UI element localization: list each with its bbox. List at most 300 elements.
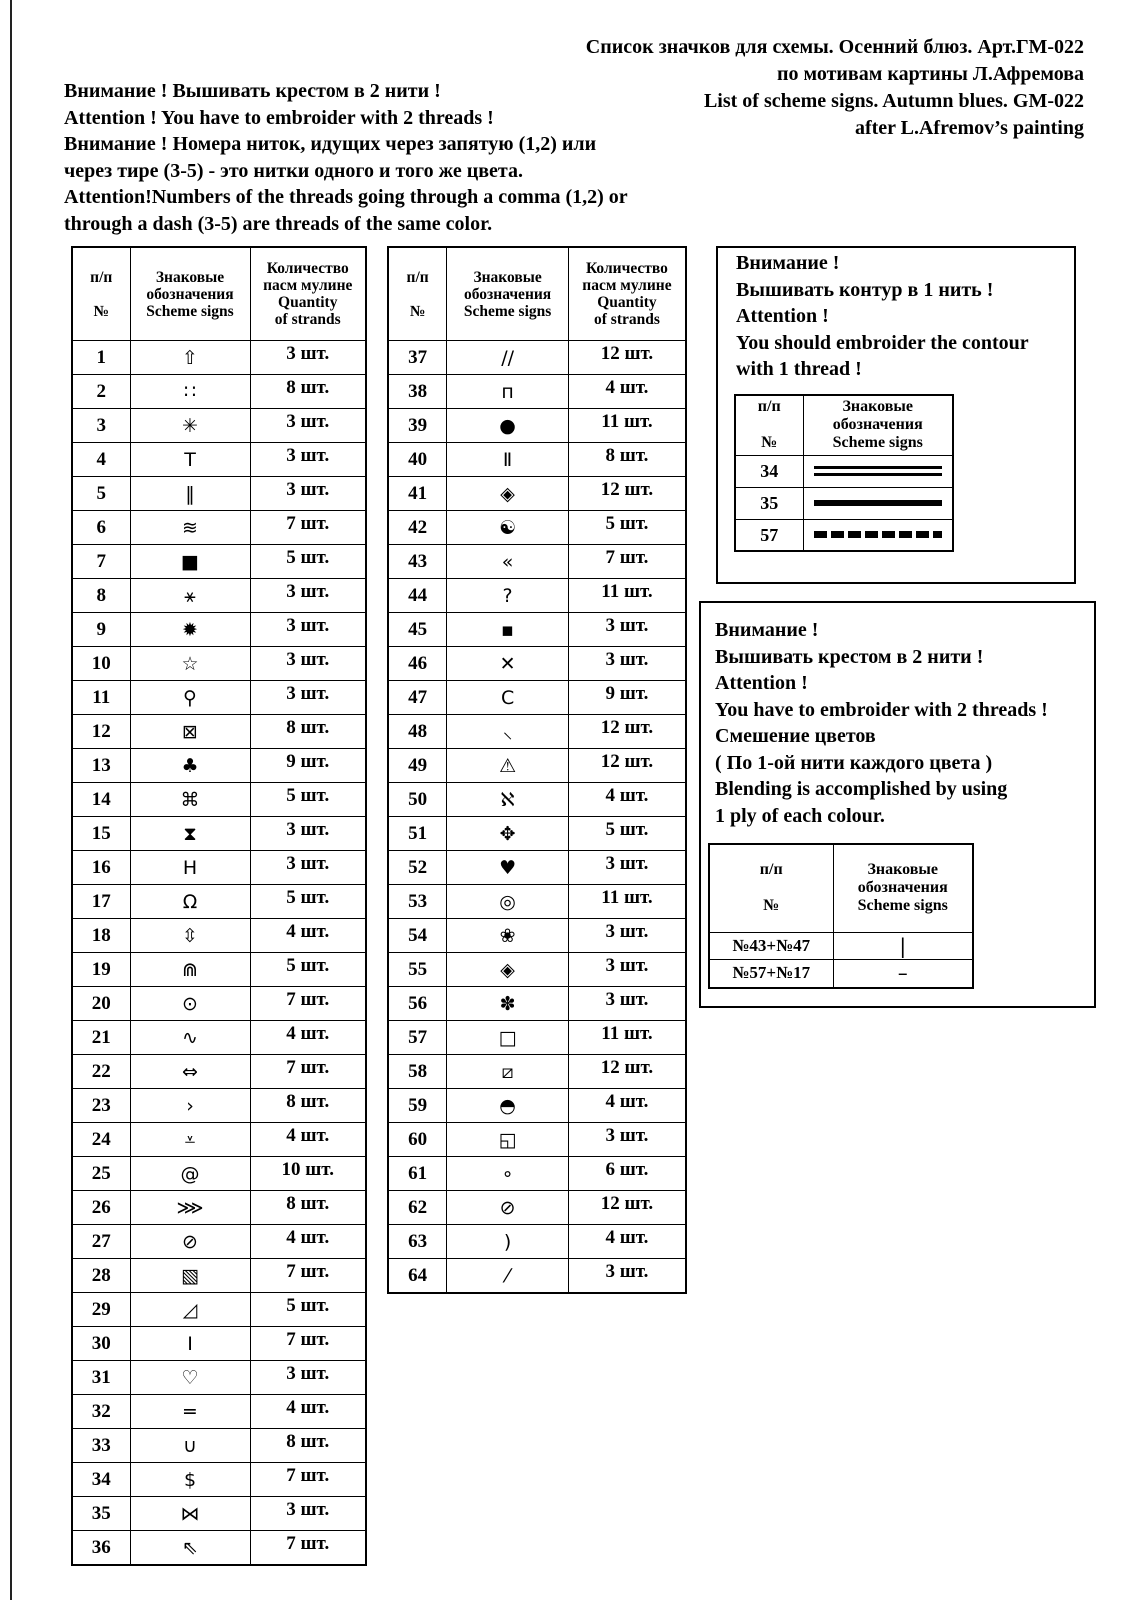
row-number: 34 — [72, 1463, 130, 1497]
scheme-sign: $ — [130, 1463, 250, 1497]
notice-line: Смешение цветов — [715, 725, 876, 747]
scheme-sign: ❀ — [447, 919, 569, 953]
table-row — [72, 953, 366, 987]
dashed-line-sign — [803, 519, 953, 551]
row-number: 12 — [72, 715, 130, 749]
table-row — [388, 1259, 686, 1294]
warning-line: Attention!Numbers of the threads going through a comma (1,2) or — [64, 186, 628, 208]
table-row — [72, 1463, 366, 1497]
header-quantity: Количество пасм мулине Quantity of strands — [250, 247, 366, 341]
scheme-sign: I — [130, 1327, 250, 1361]
scheme-sign: ⩡ — [130, 1123, 250, 1157]
header-quantity: Количество пасм мулине Quantity of strands — [568, 247, 686, 341]
row-number: 8 — [72, 579, 130, 613]
scheme-sign: ⊘ — [130, 1225, 250, 1259]
strand-quantity: 3 шт. — [250, 443, 366, 477]
strand-quantity: 3 шт. — [250, 647, 366, 681]
strand-quantity: 11 шт. — [568, 409, 686, 443]
strand-quantity: 9 шт. — [250, 749, 366, 783]
scheme-sign: ■ — [130, 545, 250, 579]
scheme-sign: ◈ — [447, 953, 569, 987]
strand-quantity: 7 шт. — [250, 987, 366, 1021]
table-row — [72, 851, 366, 885]
scheme-sign: С — [447, 681, 569, 715]
table-row — [72, 1531, 366, 1566]
row-number: 49 — [388, 749, 447, 783]
table-row — [72, 1055, 366, 1089]
row-number: 1 — [72, 341, 130, 375]
scheme-sign: ◱ — [447, 1123, 569, 1157]
notice-line: Вышивать крестом в 2 нити ! — [715, 645, 984, 668]
scheme-sign: ⇖ — [130, 1531, 250, 1566]
row-number: 43 — [388, 545, 447, 579]
scheme-sign: ∷ — [130, 375, 250, 409]
contour-signs-table — [734, 394, 954, 552]
scheme-sign: ● — [447, 409, 569, 443]
row-number: 64 — [388, 1259, 447, 1294]
strand-quantity: 4 шт. — [250, 919, 366, 953]
scheme-sign: ⋈ — [130, 1497, 250, 1531]
row-number: 22 — [72, 1055, 130, 1089]
strand-quantity: 6 шт. — [568, 1157, 686, 1191]
row-number: 45 — [388, 613, 447, 647]
table-row — [72, 1089, 366, 1123]
header-number: п/п № — [388, 247, 447, 341]
scheme-sign: ☯ — [447, 511, 569, 545]
strand-quantity: 3 шт. — [250, 409, 366, 443]
strand-quantity: 3 шт. — [250, 613, 366, 647]
row-number: 13 — [72, 749, 130, 783]
notice-line: Вышивать контур в 1 нить ! — [736, 278, 994, 301]
scheme-sign: // — [447, 341, 569, 375]
table-row — [388, 681, 686, 715]
table-row — [72, 715, 366, 749]
strand-quantity: 4 шт. — [568, 375, 686, 409]
strand-quantity: 8 шт. — [568, 443, 686, 477]
notice-line: with 1 thread ! — [736, 358, 862, 380]
row-number: 61 — [388, 1157, 447, 1191]
notice-line: Attention ! — [715, 672, 808, 694]
contour-row-number: 34 — [735, 455, 803, 487]
notice-line: Attention ! — [736, 305, 829, 327]
row-number: 3 — [72, 409, 130, 443]
row-number: 59 — [388, 1089, 447, 1123]
table-row — [72, 1021, 366, 1055]
table-row — [388, 579, 686, 613]
strand-quantity: 11 шт. — [568, 885, 686, 919]
row-number: 62 — [388, 1191, 447, 1225]
strand-quantity: 5 шт. — [250, 885, 366, 919]
row-number: 20 — [72, 987, 130, 1021]
row-number: 35 — [72, 1497, 130, 1531]
scheme-sign: п — [447, 375, 569, 409]
scheme-sign: ◈ — [447, 477, 569, 511]
strand-quantity: 7 шт. — [250, 1259, 366, 1293]
strand-quantity: 8 шт. — [250, 375, 366, 409]
strand-quantity: 5 шт. — [250, 953, 366, 987]
blend-row-sign: | — [833, 932, 973, 960]
strand-quantity: 9 шт. — [568, 681, 686, 715]
row-number: 46 — [388, 647, 447, 681]
scheme-sign: ⋒ — [130, 953, 250, 987]
table-row — [72, 511, 366, 545]
scheme-sign: ‖ — [130, 477, 250, 511]
strand-quantity: 4 шт. — [568, 1225, 686, 1259]
row-number: 47 — [388, 681, 447, 715]
strand-quantity: 12 шт. — [568, 477, 686, 511]
blend-signs-table — [708, 843, 974, 989]
header-number: п/п № — [72, 247, 130, 341]
row-number: 17 — [72, 885, 130, 919]
table-row — [388, 375, 686, 409]
warning-line: через тире (3-5) - это нитки одного и того же цвета. — [64, 159, 524, 182]
scheme-sign: T — [130, 443, 250, 477]
scheme-sign: › — [130, 1089, 250, 1123]
scheme-sign: ⋙ — [130, 1191, 250, 1225]
table-row — [72, 1429, 366, 1463]
strand-quantity: 11 шт. — [568, 579, 686, 613]
scheme-sign: ∿ — [130, 1021, 250, 1055]
signs-table-1 — [71, 246, 367, 1566]
table-row — [388, 953, 686, 987]
scheme-sign: □ — [447, 1021, 569, 1055]
table-row — [72, 919, 366, 953]
contour-row-number: 57 — [735, 519, 803, 551]
blend-notice-box — [699, 601, 1096, 1008]
table-row — [72, 375, 366, 409]
warning-line: Внимание ! Вышивать крестом в 2 нити ! — [64, 80, 441, 102]
strand-quantity: 12 шт. — [568, 715, 686, 749]
notice-line: You have to embroider with 2 threads ! — [715, 698, 1048, 721]
strand-quantity: 4 шт. — [250, 1123, 366, 1157]
table-row — [388, 511, 686, 545]
warnings-block — [64, 78, 764, 237]
strand-quantity: 3 шт. — [568, 1259, 686, 1294]
row-number: 26 — [72, 1191, 130, 1225]
scheme-sign: ✽ — [447, 987, 569, 1021]
row-number: 23 — [72, 1089, 130, 1123]
strand-quantity: 12 шт. — [568, 1055, 686, 1089]
row-number: 60 — [388, 1123, 447, 1157]
scheme-sign: ⊠ — [130, 715, 250, 749]
row-number: 50 — [388, 783, 447, 817]
notice-line: Внимание ! — [715, 619, 819, 641]
strand-quantity: 10 шт. — [250, 1157, 366, 1191]
scheme-sign: H — [130, 851, 250, 885]
scheme-sign: ⧗ — [130, 817, 250, 851]
scheme-sign: ⇳ — [130, 919, 250, 953]
scheme-sign: ✥ — [447, 817, 569, 851]
table-row — [72, 477, 366, 511]
scheme-sign: ◿ — [130, 1293, 250, 1327]
table-row — [388, 409, 686, 443]
row-number: 58 — [388, 1055, 447, 1089]
strand-quantity: 12 шт. — [568, 341, 686, 375]
header-number: п/п № — [735, 395, 803, 455]
table-row — [72, 1157, 366, 1191]
table-row — [388, 1089, 686, 1123]
row-number: 16 — [72, 851, 130, 885]
table-row — [388, 1157, 686, 1191]
row-number: 44 — [388, 579, 447, 613]
scheme-sign: ✹ — [130, 613, 250, 647]
table-row — [72, 1327, 366, 1361]
strand-quantity: 11 шт. — [568, 1021, 686, 1055]
table-row — [72, 1225, 366, 1259]
scheme-sign: ? — [447, 579, 569, 613]
row-number: 41 — [388, 477, 447, 511]
table-row — [72, 1497, 366, 1531]
contour-row-number: 35 — [735, 487, 803, 519]
scheme-sign: ♣ — [130, 749, 250, 783]
table-row — [72, 579, 366, 613]
warning-line: through a dash (3-5) are threads of the same color. — [64, 212, 493, 235]
table-row — [388, 545, 686, 579]
blend-row-label: №43+№47 — [709, 932, 833, 960]
strand-quantity: 4 шт. — [568, 783, 686, 817]
row-number: 5 — [72, 477, 130, 511]
table-row — [388, 1021, 686, 1055]
table-row — [72, 1123, 366, 1157]
row-number: 37 — [388, 341, 447, 375]
strand-quantity: 7 шт. — [250, 511, 366, 545]
scheme-sign: ⚲ — [130, 681, 250, 715]
scheme-sign: ♡ — [130, 1361, 250, 1395]
title-line-en: List of scheme signs. Autumn blues. GM-022 — [703, 90, 1084, 112]
scheme-sign: ♥ — [447, 851, 569, 885]
thick-line-sign — [803, 487, 953, 519]
strand-quantity: 5 шт. — [250, 545, 366, 579]
scheme-sign: ▧ — [130, 1259, 250, 1293]
row-number: 29 — [72, 1293, 130, 1327]
table-row — [388, 987, 686, 1021]
row-number: 11 — [72, 681, 130, 715]
table-row — [388, 613, 686, 647]
notice-line: Внимание ! — [736, 252, 840, 274]
row-number: 33 — [72, 1429, 130, 1463]
warning-line: Attention ! You have to embroider with 2 threads ! — [64, 106, 494, 129]
table-row — [72, 443, 366, 477]
scheme-sign: ⇔ — [130, 1055, 250, 1089]
strand-quantity: 5 шт. — [568, 817, 686, 851]
row-number: 55 — [388, 953, 447, 987]
scheme-sign: ⇧ — [130, 341, 250, 375]
strand-quantity: 4 шт. — [568, 1089, 686, 1123]
row-number: 31 — [72, 1361, 130, 1395]
row-number: 14 — [72, 783, 130, 817]
scheme-sign: ◓ — [447, 1089, 569, 1123]
table-row — [72, 817, 366, 851]
strand-quantity: 8 шт. — [250, 715, 366, 749]
table-row — [72, 885, 366, 919]
strand-quantity: 8 шт. — [250, 1089, 366, 1123]
scheme-sign: ═ — [130, 1395, 250, 1429]
scheme-sign: ⚠ — [447, 749, 569, 783]
table-row — [388, 749, 686, 783]
page-margin-line — [10, 0, 12, 1600]
scheme-sign: ∘ — [447, 1157, 569, 1191]
table-row — [72, 1361, 366, 1395]
strand-quantity: 4 шт. — [250, 1395, 366, 1429]
strand-quantity: 3 шт. — [250, 817, 366, 851]
row-number: 27 — [72, 1225, 130, 1259]
strand-quantity: 7 шт. — [250, 1531, 366, 1566]
scheme-sign: ⊘ — [447, 1191, 569, 1225]
double-line-sign — [803, 455, 953, 487]
strand-quantity: 4 шт. — [250, 1021, 366, 1055]
row-number: 63 — [388, 1225, 447, 1259]
table-row — [72, 783, 366, 817]
table-row — [72, 1191, 366, 1225]
table-row — [388, 885, 686, 919]
signs-table-2 — [387, 246, 687, 1294]
strand-quantity: 3 шт. — [250, 341, 366, 375]
strand-quantity: 3 шт. — [568, 613, 686, 647]
row-number: 28 — [72, 1259, 130, 1293]
strand-quantity: 8 шт. — [250, 1191, 366, 1225]
header-signs: Знаковые обозначения Scheme signs — [833, 844, 973, 932]
scheme-sign: ) — [447, 1225, 569, 1259]
row-number: 57 — [388, 1021, 447, 1055]
row-number: 4 — [72, 443, 130, 477]
row-number: 40 — [388, 443, 447, 477]
strand-quantity: 3 шт. — [568, 1123, 686, 1157]
notice-line: Blending is accomplished by using — [715, 778, 1008, 800]
row-number: 9 — [72, 613, 130, 647]
scheme-sign: ✳ — [130, 409, 250, 443]
strand-quantity: 3 шт. — [250, 851, 366, 885]
scheme-sign: ≋ — [130, 511, 250, 545]
row-number: 15 — [72, 817, 130, 851]
strand-quantity: 3 шт. — [250, 477, 366, 511]
table-row — [388, 647, 686, 681]
strand-quantity: 5 шт. — [250, 783, 366, 817]
row-number: 38 — [388, 375, 447, 409]
scheme-sign: Ⅱ — [447, 443, 569, 477]
table-row — [72, 987, 366, 1021]
row-number: 51 — [388, 817, 447, 851]
table-row — [72, 409, 366, 443]
scheme-sign: ◎ — [447, 885, 569, 919]
row-number: 42 — [388, 511, 447, 545]
strand-quantity: 3 шт. — [568, 647, 686, 681]
strand-quantity: 3 шт. — [568, 851, 686, 885]
blend-row-label: №57+№17 — [709, 960, 833, 988]
scheme-sign: ℵ — [447, 783, 569, 817]
strand-quantity: 3 шт. — [568, 987, 686, 1021]
table-row — [388, 341, 686, 375]
scheme-sign: ▪ — [447, 613, 569, 647]
table-row — [388, 817, 686, 851]
blend-row-sign: – — [833, 960, 973, 988]
header-number: п/п № — [709, 844, 833, 932]
table-row — [388, 1225, 686, 1259]
title-subline-ru: по мотивам картины Л.Афремова — [776, 63, 1084, 85]
notice-line: You should embroider the contour — [736, 331, 1029, 354]
row-number: 32 — [72, 1395, 130, 1429]
table-row — [388, 919, 686, 953]
strand-quantity: 4 шт. — [250, 1225, 366, 1259]
table-row — [388, 1123, 686, 1157]
scheme-sign: ⚹ — [130, 579, 250, 613]
row-number: 6 — [72, 511, 130, 545]
scheme-sign: ✕ — [447, 647, 569, 681]
row-number: 39 — [388, 409, 447, 443]
title-subline-en: after L.Afremov’s painting — [854, 117, 1084, 139]
table-row — [72, 647, 366, 681]
row-number: 19 — [72, 953, 130, 987]
scheme-sign: Ω — [130, 885, 250, 919]
warning-line: Внимание ! Номера ниток, идущих через запятую (1,2) или — [64, 133, 597, 155]
strand-quantity: 3 шт. — [250, 681, 366, 715]
row-number: 25 — [72, 1157, 130, 1191]
strand-quantity: 12 шт. — [568, 1191, 686, 1225]
strand-quantity: 3 шт. — [250, 579, 366, 613]
table-row — [72, 681, 366, 715]
row-number: 52 — [388, 851, 447, 885]
table-row — [72, 1259, 366, 1293]
table-row — [388, 715, 686, 749]
scheme-sign: ☆ — [130, 647, 250, 681]
table-row — [388, 851, 686, 885]
strand-quantity: 3 шт. — [250, 1497, 366, 1531]
header-signs: Знаковые обозначения Scheme signs — [447, 247, 569, 341]
strand-quantity: 5 шт. — [250, 1293, 366, 1327]
row-number: 56 — [388, 987, 447, 1021]
scheme-sign: ⸜ — [447, 715, 569, 749]
table-row — [388, 443, 686, 477]
row-number: 18 — [72, 919, 130, 953]
notice-line: ( По 1-ой нити каждого цвета ) — [715, 751, 993, 774]
row-number: 7 — [72, 545, 130, 579]
scheme-sign: ∪ — [130, 1429, 250, 1463]
table-row — [72, 1293, 366, 1327]
strand-quantity: 12 шт. — [568, 749, 686, 783]
table-row — [72, 613, 366, 647]
header-signs: Знаковые обозначения Scheme signs — [803, 395, 953, 455]
strand-quantity: 5 шт. — [568, 511, 686, 545]
row-number: 53 — [388, 885, 447, 919]
scheme-sign: ⌘ — [130, 783, 250, 817]
header-signs: Знаковые обозначения Scheme signs — [130, 247, 250, 341]
row-number: 30 — [72, 1327, 130, 1361]
strand-quantity: 3 шт. — [250, 1361, 366, 1395]
row-number: 21 — [72, 1021, 130, 1055]
strand-quantity: 3 шт. — [568, 919, 686, 953]
strand-quantity: 8 шт. — [250, 1429, 366, 1463]
notice-line: 1 ply of each colour. — [715, 804, 885, 827]
scheme-sign: ⧄ — [447, 1055, 569, 1089]
row-number: 54 — [388, 919, 447, 953]
scheme-sign: « — [447, 545, 569, 579]
table-row — [388, 1055, 686, 1089]
row-number: 36 — [72, 1531, 130, 1566]
strand-quantity: 3 шт. — [568, 953, 686, 987]
row-number: 24 — [72, 1123, 130, 1157]
scheme-sign: ⁄ — [447, 1259, 569, 1294]
table-row — [388, 477, 686, 511]
row-number: 48 — [388, 715, 447, 749]
table-row — [388, 1191, 686, 1225]
table-row — [72, 545, 366, 579]
table-row — [72, 1395, 366, 1429]
scheme-sign: @ — [130, 1157, 250, 1191]
row-number: 10 — [72, 647, 130, 681]
table-row — [72, 749, 366, 783]
strand-quantity: 7 шт. — [250, 1327, 366, 1361]
contour-notice-box — [716, 246, 1076, 584]
title-line-ru: Список значков для схемы. Осенний блюз. Арт.ГМ-022 — [585, 36, 1084, 58]
